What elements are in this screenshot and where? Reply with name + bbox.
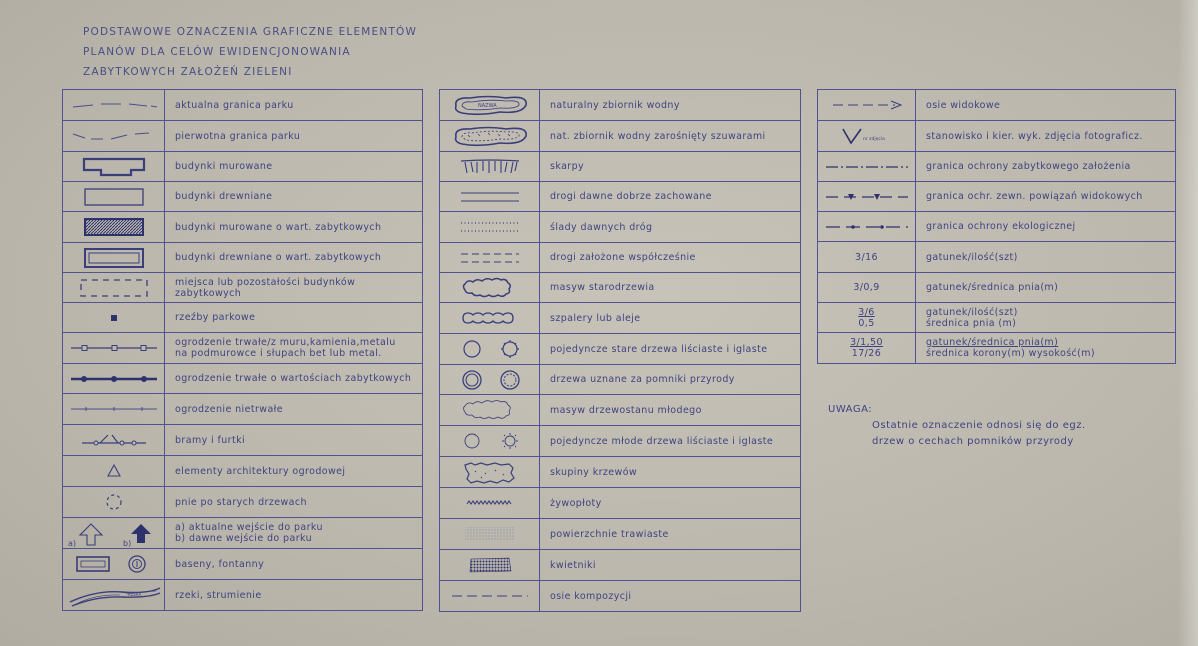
- square-dot-icon: [63, 303, 165, 333]
- legend-label: gatunek/średnica pnia(m): [926, 337, 1059, 348]
- legend-label: naturalny zbiornik wodny: [550, 99, 680, 111]
- heading-line-3: ZABYTKOWYCH ZAŁOŻEŃ ZIELENI: [83, 66, 293, 78]
- legend-row: [440, 365, 801, 395]
- legend-row: [440, 426, 801, 457]
- legend-label: osie kompozycji: [550, 590, 632, 602]
- legend-row: [818, 333, 1176, 364]
- dot-line-icon: [818, 212, 916, 242]
- legend-row: [440, 273, 801, 303]
- legend-label: skupiny krzewów: [550, 466, 638, 478]
- legend-row: [818, 303, 1176, 333]
- code-value: 3/1,50: [850, 337, 883, 348]
- legend-row: [440, 182, 801, 212]
- legend-row: [63, 243, 423, 273]
- legend-label: rzeki, strumienie: [175, 589, 262, 601]
- legend-row: [440, 457, 801, 488]
- gate-icon: [63, 425, 165, 456]
- legend-label: granica ochr. zewn. powiązań widokowych: [926, 191, 1143, 202]
- fence-temporary-icon: [63, 394, 165, 425]
- tree-row-icon: [440, 303, 540, 334]
- legend-row: [440, 152, 801, 182]
- dashed-circle-icon: [63, 487, 165, 518]
- legend-row: [440, 395, 801, 426]
- legend-label: masyw drzewostanu młodego: [550, 404, 702, 416]
- young-trees-mass-icon: [440, 395, 540, 426]
- legend-label: budynki drewniane o wart. zabytkowych: [175, 252, 382, 263]
- legend-row: [63, 518, 423, 549]
- legend-label-2: średnica pnia (m): [926, 317, 1017, 329]
- legend-row: [63, 549, 423, 580]
- entrance-tag-b: b): [122, 539, 131, 547]
- heading-line-2: PLANÓW DLA CELÓW EWIDENCJONOWANIA: [83, 46, 351, 58]
- entrance-tag-a: a): [67, 539, 76, 547]
- paper-edge: [1178, 0, 1198, 646]
- note-line-1: Ostatnie oznaczenie odnosi się do egz.: [872, 420, 1086, 431]
- code-value: 3/6: [858, 306, 875, 318]
- legend-label: pnie po starych drzewach: [175, 496, 307, 508]
- legend-label: aktualna granica parku: [175, 99, 294, 111]
- photo-text: nr zdjęcia: [862, 137, 885, 142]
- legend-label: szpalery lub aleje: [550, 312, 641, 324]
- legend-label: nat. zbiornik wodny zarośnięty szuwarami: [550, 130, 766, 142]
- legend-table-3: [817, 89, 1176, 364]
- legend-row: [440, 212, 801, 243]
- legend-row: [440, 334, 801, 365]
- legend-row: [818, 273, 1176, 303]
- dash-line-icon: [63, 90, 165, 121]
- legend-row: [440, 90, 801, 121]
- legend-label: budynki drewniane: [175, 191, 273, 202]
- legend-row: [818, 182, 1176, 212]
- pond-icon: [440, 90, 540, 121]
- dash-curve-icon: [63, 121, 165, 152]
- legend-label: pojedyncze stare drzewa liściaste i iglaste: [550, 343, 768, 355]
- legend-label: baseny, fontanny: [175, 558, 265, 570]
- dashed-building-icon: [63, 273, 165, 303]
- road-preserved-icon: [440, 182, 540, 212]
- triangle-line-icon: [818, 182, 916, 212]
- fence-historic-icon: [63, 364, 165, 394]
- legend-label: ogrodzenie trwałe o wartościach zabytkowych: [175, 373, 412, 384]
- lawn-icon: [440, 519, 540, 550]
- legend-label: rzeźby parkowe: [175, 312, 256, 323]
- hatched-building-icon: [63, 212, 165, 243]
- legend-label: ogrodzenie nietrwałe: [175, 403, 284, 415]
- legend-row: [440, 519, 801, 550]
- legend-label: drzewa uznane za pomniki przyrody: [550, 374, 735, 385]
- arrow-axis-icon: [818, 90, 916, 121]
- legend-label: miejsca lub pozostałości budynków: [175, 276, 356, 288]
- note-title: UWAGA:: [828, 404, 873, 415]
- legend-row: [63, 212, 423, 243]
- legend-label-2: na podmurowce i słupach bet lub metal.: [175, 348, 382, 359]
- road-new-icon: [440, 243, 540, 273]
- brick-building-icon: [63, 152, 165, 182]
- note: [828, 402, 1086, 450]
- legend-label: budynki murowane o wart. zabytkowych: [175, 221, 382, 233]
- legend-label: a) aktualne wejście do parku: [175, 522, 323, 533]
- legend-row: [63, 182, 423, 212]
- triangle-icon: [63, 456, 165, 487]
- legend-row: [818, 242, 1176, 273]
- legend-label: masyw starodrzewia: [550, 282, 655, 293]
- legend-label: gatunek/średnica pnia(m): [926, 282, 1059, 293]
- legend-table-2: [439, 89, 801, 612]
- legend-row: [63, 580, 423, 611]
- legend-row: [63, 425, 423, 456]
- pool-fountain-icon: [63, 549, 165, 580]
- legend-label: drogi dawne dobrze zachowane: [550, 191, 712, 202]
- legend-label: budynki murowane: [175, 161, 273, 172]
- legend-row: [63, 333, 423, 364]
- legend-heading: [83, 22, 417, 82]
- legend-row: [440, 581, 801, 612]
- legend-label-2: b) dawne wejście do parku: [175, 533, 313, 544]
- legend-label: osie widokowe: [926, 99, 1001, 111]
- heading-line-1: PODSTAWOWE OZNACZENIA GRAFICZNE ELEMENTÓW: [83, 26, 418, 38]
- legend-row: [440, 303, 801, 334]
- legend-label: ślady dawnych dróg: [550, 221, 653, 233]
- shrubs-icon: [440, 457, 540, 488]
- code-value: 3/0,9: [853, 282, 880, 293]
- legend-row: [818, 212, 1176, 242]
- legend-row: [818, 152, 1176, 182]
- legend-label: pierwotna granica parku: [175, 130, 301, 142]
- slope-icon: [440, 152, 540, 182]
- legend-label: stanowisko i kier. wyk. zdjęcia fotograficz.: [926, 130, 1143, 142]
- legend-label: pojedyncze młode drzewa liściaste i iglaste: [550, 435, 774, 447]
- young-tree-icon: [440, 426, 540, 457]
- legend-label: żywopłoty: [550, 497, 602, 509]
- legend-label: gatunek/ilość(szt): [926, 306, 1018, 318]
- river-text: RZEKA: [127, 592, 141, 597]
- legend-row: [440, 243, 801, 273]
- hedge-icon: [440, 488, 540, 519]
- legend-label-2: średnica korony(m) wysokość(m): [926, 348, 1096, 359]
- legend-row: [63, 152, 423, 182]
- legend-label: drogi założone współcześnie: [550, 252, 696, 263]
- legend-row: [63, 456, 423, 487]
- legend-label: granica ochrony ekologicznej: [926, 221, 1076, 232]
- legend-table-1: [62, 89, 423, 611]
- fence-permanent-icon: [63, 333, 165, 364]
- monument-tree-icon: [440, 365, 540, 395]
- legend-row: [63, 121, 423, 152]
- dash-dot-line-icon: [818, 152, 916, 182]
- legend-label: ogrodzenie trwałe/z muru,kamienia,metalu: [175, 337, 396, 348]
- legend-row: [440, 121, 801, 152]
- photo-station-icon: [818, 121, 916, 152]
- legend-row: [63, 364, 423, 394]
- legend-row: [63, 394, 423, 425]
- legend-row: [63, 487, 423, 518]
- legend-row: [818, 121, 1176, 152]
- legend-row: [440, 550, 801, 581]
- legend-label: powierzchnie trawiaste: [550, 528, 669, 540]
- code-value-2: 0,5: [858, 317, 875, 329]
- old-tree-icon: [440, 334, 540, 365]
- legend-label-2: zabytkowych: [175, 287, 242, 299]
- legend-row: [63, 303, 423, 333]
- wooden-building-icon: [63, 182, 165, 212]
- legend-label: gatunek/ilość(szt): [926, 251, 1018, 263]
- note-line-2: drzew o cechach pomników przyrody: [872, 436, 1074, 447]
- river-icon: [63, 580, 165, 611]
- code-value: 3/16: [855, 251, 878, 263]
- road-traces-icon: [440, 212, 540, 243]
- legend-label: elementy architektury ogrodowej: [175, 465, 346, 477]
- entrance-arrows-icon: [63, 518, 165, 549]
- pond-reeds-icon: [440, 121, 540, 152]
- code-value-2: 17/26: [851, 348, 882, 359]
- legend-label: bramy i furtki: [175, 434, 246, 446]
- old-trees-mass-icon: [440, 273, 540, 303]
- flowerbed-icon: [440, 550, 540, 581]
- legend-row: [818, 90, 1176, 121]
- legend-row: [63, 273, 423, 303]
- legend-label: kwietniki: [550, 559, 596, 571]
- double-frame-building-icon: [63, 243, 165, 273]
- composition-axis-icon: [440, 581, 540, 612]
- legend-label: granica ochrony zabytkowego założenia: [926, 161, 1131, 172]
- legend-label: skarpy: [550, 161, 585, 172]
- legend-row: [63, 90, 423, 121]
- legend-row: [440, 488, 801, 519]
- pond-text: NAZWA: [477, 103, 497, 109]
